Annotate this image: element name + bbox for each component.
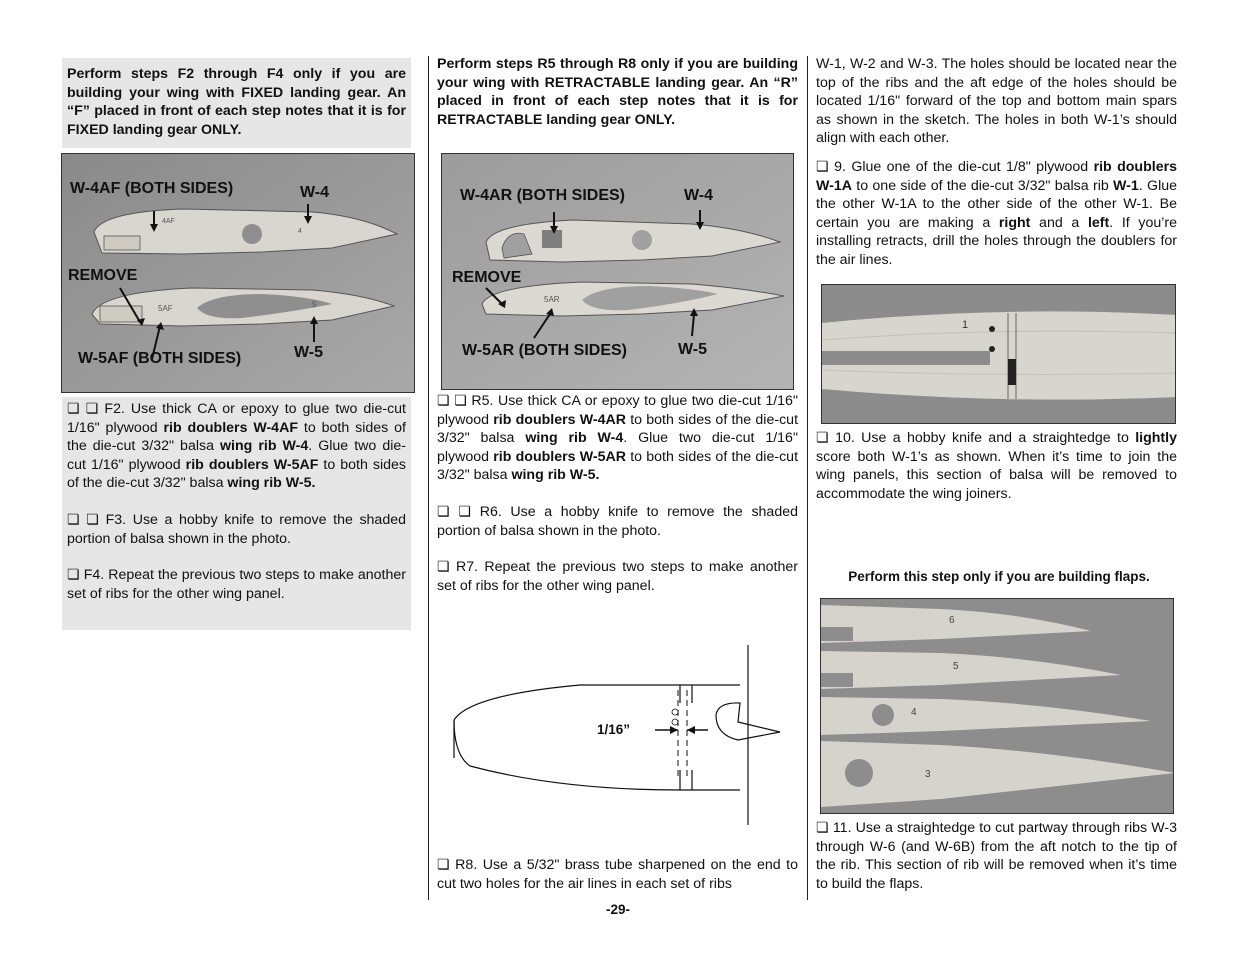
step-9-bold-3: right: [998, 214, 1031, 231]
rib-mark-5af: 5AF: [158, 304, 173, 313]
step-f2-text-4: to both sides of the die-cut 3/32" balsa: [67, 456, 406, 492]
sketch-dimension-label: 1/16”: [597, 722, 631, 737]
label-w5: W-5: [294, 344, 324, 361]
retract-steps: [437, 392, 798, 595]
step-9-text-2: to one side of the die-cut 3/32" balsa rib: [851, 177, 1114, 194]
step-f4: ❏ F4. Repeat the previous two steps to make another set of ribs for the other wing panel.: [67, 567, 406, 602]
retract-gear-note: [437, 55, 798, 129]
retract-gear-note-text: Perform steps R5 through R8 only if you are building your wing with RETRACTABLE landing gear. An “R” placed in front of each step notes that it is for RETRACTABLE landing gear ONLY.: [437, 56, 798, 128]
step-f2-bold-1: rib doublers W-4AF: [163, 419, 298, 436]
step-9: [816, 158, 1177, 270]
label-w5ar: W-5AR (BOTH SIDES): [462, 342, 628, 359]
retract-ribs-photo: [441, 153, 794, 390]
rib-mark-1: 1: [962, 319, 969, 331]
step-f2: [67, 400, 406, 493]
step-11: ❏ 11. Use a straightedge to cut partway through ribs W-3 through W-6 (and W-6B) from the aft notch to the tip of the rib. This section of rib will be removed when it’s time to build the flaps.: [816, 820, 1177, 892]
step-f2-bold-4: wing rib W-5.: [227, 475, 316, 492]
step-r5-text-2: to both sides of the die-cut 3/32" balsa: [437, 411, 799, 447]
step-f3: ❏ ❏ F3. Use a hobby knife to remove the shaded portion of balsa shown in the photo.: [67, 511, 406, 547]
fixed-steps-panel: [62, 397, 411, 630]
score-rib-photo: [821, 284, 1176, 424]
step-f2-text-3: . Glue two die-cut 1/16" plywood: [67, 438, 406, 473]
col3-continued-text: W-1, W-2 and W-3. The holes should be located near the top of the ribs and the aft edge of the holes should be located 1/16" forward of the top and bottom main spars as shown in the sketch. The holes in both W-1’s should align with each other.: [816, 56, 1177, 147]
fixed-gear-note-text: Perform steps F2 through F4 only if you are building your wing with FIXED landing gear. An “F” placed in front of each step notes that it is for FIXED landing gear ONLY.: [67, 66, 406, 138]
rib-mark-4-flap: 4: [911, 707, 917, 718]
step-f2-bold-3: rib doublers W-5AF: [185, 456, 319, 473]
rib-mark-4af: 4AF: [162, 218, 175, 225]
step-r7: ❏ R7. Repeat the previous two steps to make another set of ribs for the other wing panel.: [437, 559, 798, 594]
step-9-bold-4: left: [1087, 214, 1110, 231]
step-r5-bold-1: rib doublers W-4AR: [493, 411, 626, 428]
label-w5-r: W-5: [678, 341, 708, 358]
step-r5-bold-3: rib doublers W-5AR: [493, 448, 626, 465]
step-10-bold-1: lightly: [1135, 430, 1177, 446]
step-r6: ❏ ❏ R6. Use a hobby knife to remove the shaded portion of balsa shown in the photo.: [437, 503, 798, 539]
step-9-bold-2: W-1: [1113, 177, 1139, 194]
rib-mark-5ar: 5AR: [544, 295, 560, 304]
fixed-gear-note: [62, 58, 411, 148]
rib-mark-3: 3: [925, 769, 931, 780]
fixed-ribs-photo: [61, 153, 415, 393]
step-f2-bold-2: wing rib W-4: [220, 438, 309, 455]
step-10-text-2: score both W-1’s as shown. When it’s time to join the wing panels, this section of balsa will be removed to accommodate the wing joiners.: [816, 448, 1177, 502]
flaps-note: Perform this step only if you are building flaps.: [848, 569, 1150, 584]
rib-mark-6: 6: [949, 615, 955, 626]
step-r5-bold-4: wing rib W-5.: [511, 467, 600, 484]
column-divider-2: [807, 56, 808, 900]
label-w4af: W-4AF (BOTH SIDES): [70, 180, 234, 197]
flap-ribs-illustration: [821, 599, 1174, 814]
label-remove-r: REMOVE: [452, 269, 522, 286]
step-r8: ❏ R8. Use a 5/32" brass tube sharpened on the end to cut two holes for the air lines in each set of ribs: [437, 857, 798, 892]
step-10: [816, 429, 1177, 503]
label-w5af: W-5AF (BOTH SIDES): [78, 350, 242, 367]
score-rib-illustration: [822, 285, 1176, 424]
step-f2-text-2: to both sides of the die-cut 3/32" balsa: [67, 419, 407, 455]
column-divider-1: [428, 56, 429, 900]
rib-mark-5: 5: [312, 300, 317, 309]
step-r5-text-4: to both sides of the die-cut 3/32" balsa: [437, 448, 799, 484]
step-9-text-5: . If you’re installing retracts, drill the holes through the doublers for the air lines.: [816, 214, 1177, 268]
step-9-text-1: ❏ 9. Glue one of the die-cut 1/8" plywood: [816, 159, 1094, 175]
step-r5: [437, 392, 798, 485]
label-remove: REMOVE: [68, 267, 138, 284]
step-r5-bold-2: wing rib W-4: [525, 430, 624, 447]
step-9-text-3: . Glue the other W-1A to the other side of the other W-1. Be certain you are making a: [816, 177, 1177, 231]
step-f2-text: ❏ ❏ F2. Use thick CA or epoxy to glue two die-cut 1/16" plywood: [67, 401, 406, 436]
label-w4-r: W-4: [684, 187, 714, 204]
step-9-bold-1: rib doublers W-1A: [816, 159, 1177, 194]
rib-mark-5-flap: 5: [953, 661, 959, 672]
label-w4: W-4: [300, 184, 330, 201]
step-10-text-1: ❏ 10. Use a hobby knife and a straightedge to: [816, 430, 1136, 446]
page-number: -29-: [605, 902, 630, 917]
step-r5-text: ❏ ❏ R5. Use thick CA or epoxy to glue two die-cut 1/16" plywood: [437, 393, 798, 428]
label-w4ar: W-4AR (BOTH SIDES): [460, 187, 626, 204]
step-r5-text-3: . Glue two die-cut 1/16" plywood: [437, 430, 798, 465]
step-9-text-4: and a: [1030, 214, 1088, 231]
flap-ribs-photo: [820, 598, 1174, 814]
rib-mark-4: 4: [298, 228, 302, 235]
